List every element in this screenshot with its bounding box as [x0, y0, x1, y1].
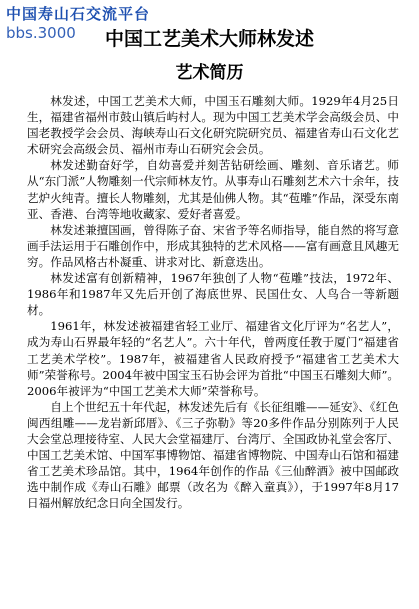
biography-body — [27, 93, 399, 511]
document-subtitle: 艺术简历 — [175, 63, 244, 83]
paragraph-training: 林发述勤奋好学，自幼喜爱并刻苦钻研绘画、雕刻、音乐诸艺。师从“东门派”人物雕刻一代宗师林友竹。从事寿山石雕刻艺术六十余年，技艺炉火纯青。擅长人物雕刻，尤其是仙佛人物。其“苞雕”作品，深受东南亚、香港、台湾等地收藏家、爱好者喜爱。 — [27, 158, 399, 221]
paragraph-innovation: 林发述富有创新精神，1967年独创了人物“苞雕”技法，1972年、1986年和1987年又先后开创了海底世界、民国仕女、人鸟合一等新题材。 — [27, 271, 399, 318]
watermark-site-name: 中国寿山石交流平台 — [6, 5, 151, 23]
document-title: 中国工艺美术大师林发述 — [104, 28, 314, 50]
paragraph-collections: 自上个世纪五十年代起，林发述先后有《长征组雕——延安》、《红色闽西组雕——龙岩新邱厝》、《三子弥勒》等20多件作品分别陈列于人民大会堂总理接待室、人民大会堂福建厅、台湾厅、全国政协礼堂会客厅、中国工艺美术馆、中国军事博物馆、福建省博物院、中国寿山石馆和福建省工艺美术珍品馆。其中，1964年创作的作品《三仙醉酒》被中国邮政选中制作成《寿山石雕》邮票（改名为《醉入童真》），于1997年8月17日福州解放纪念日向全国发行。 — [27, 399, 399, 511]
paragraph-intro: 林发述，中国工艺美术大师，中国玉石雕刻大师。1929年4月25日生，福建省福州市鼓山镇后屿村人。现为中国工艺美术学会高级会员、中国老教授学会会员、海峡寿山石文化研究院研究员、福建省寿山石文化艺术研究会高级会员、福州市寿山石研究会会员。 — [27, 94, 399, 157]
paragraph-honors: 1961年，林发述被福建省轻工业厅、福建省文化厅评为“名艺人”，成为寿山石界最年轻的“名艺人”。六十年代，曾两度任教于厦门“福建省工艺美术学校”。1987年，被福建省人民政府授予“福建省工艺美术大师”荣誉称号。2004年被中国宝玉石协会评为首批“中国玉石雕刻大师”。2006年被评为“中国工艺美术大师”荣誉称号。 — [27, 319, 399, 398]
paragraph-painting: 林发述兼擅国画，曾得陈子奋、宋省予等名师指导，能自然的将写意画手法运用于石雕创作中，形成其独特的艺术风格——富有画意且风趣无穷。作品风格古朴凝重、讲求对比、新意迭出。 — [27, 222, 399, 269]
watermark-url: bbs.3000 — [6, 24, 76, 42]
